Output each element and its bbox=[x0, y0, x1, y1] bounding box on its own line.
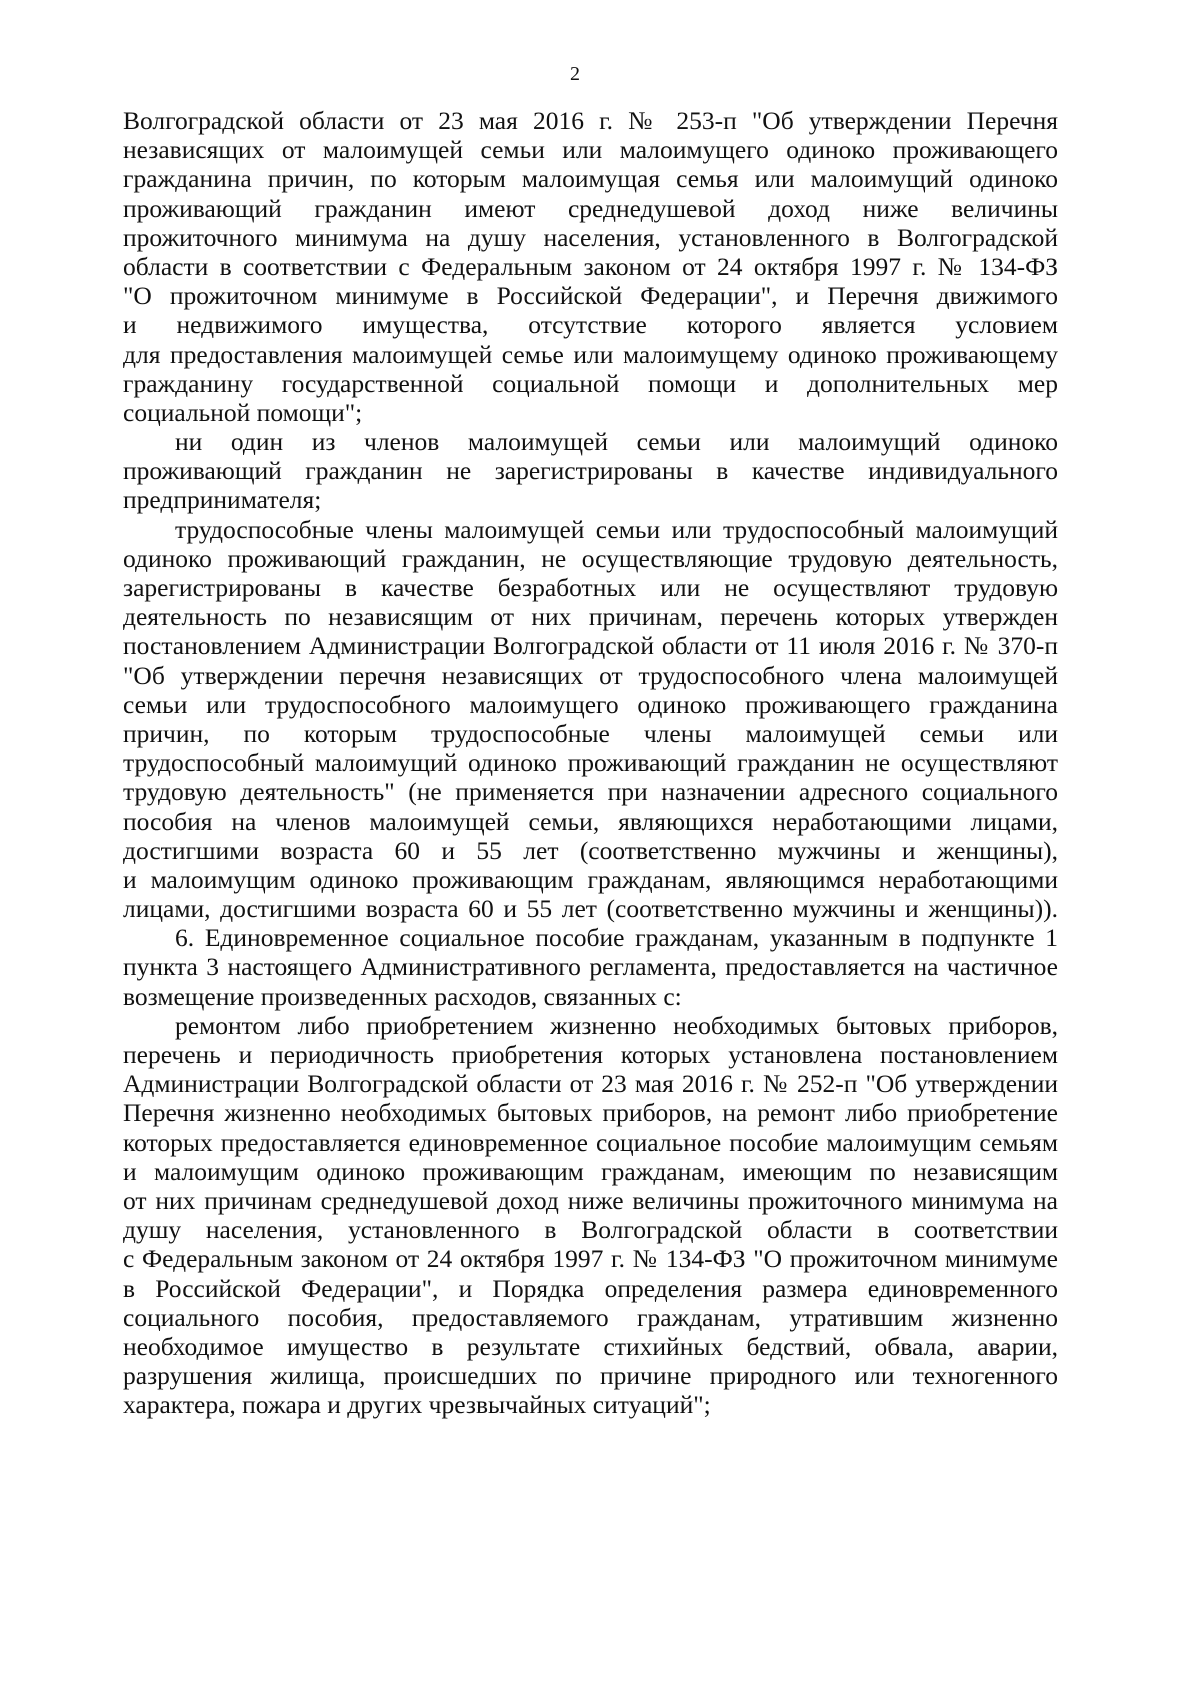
text-line: области в соответствии с Федеральным законом от 24 октября 1997 г. № 134-ФЗ bbox=[123, 251, 1058, 281]
text-line: пункта 3 настоящего Административного регламента, предоставляется на частичное bbox=[123, 952, 1058, 982]
text-line: одиноко проживающий гражданин, не осуществляющие трудовую деятельность, bbox=[123, 543, 1058, 573]
text-line: прожиточного минимума на душу населения, установленного в Волгоградской bbox=[123, 222, 1058, 252]
text-line: необходимое имущество в результате стихийных бедствий, обвала, аварии, bbox=[123, 1331, 1058, 1361]
document-body bbox=[123, 106, 1058, 1419]
text-line: предпринимателя; bbox=[123, 485, 322, 515]
text-line: душу населения, установленного в Волгоградской области в соответствии bbox=[123, 1215, 1058, 1245]
text-line: трудоспособные члены малоимущей семьи или трудоспособный малоимущий bbox=[175, 514, 1058, 544]
text-line: гражданина причин, по которым малоимущая семья или малоимущий одиноко bbox=[123, 164, 1058, 194]
text-line: и недвижимого имущества, отсутствие которого является условием bbox=[123, 310, 1058, 340]
text-line: трудоспособный малоимущий одиноко проживающий гражданин не осуществляют bbox=[123, 748, 1058, 778]
text-line: гражданину государственной социальной помощи и дополнительных мер bbox=[123, 368, 1058, 398]
text-line: ни один из членов малоимущей семьи или малоимущий одиноко bbox=[175, 427, 1058, 457]
text-line: семьи или трудоспособного малоимущего одиноко проживающего гражданина bbox=[123, 689, 1058, 719]
text-line: и малоимущим одиноко проживающим гражданам, имеющим по независящим bbox=[123, 1156, 1058, 1186]
text-line: "О прожиточном минимуме в Российской Федерации", и Перечня движимого bbox=[123, 281, 1058, 311]
text-line: деятельность по независящим от них причинам, перечень которых утвержден bbox=[123, 602, 1058, 632]
text-line: перечень и периодичность приобретения которых установлена постановлением bbox=[123, 1040, 1058, 1069]
text-line: проживающий гражданин не зарегистрированы в качестве индивидуального bbox=[123, 456, 1058, 486]
text-line: лицами, достигшими возраста 60 и 55 лет (соответственно мужчины и женщины)). bbox=[123, 894, 1058, 924]
text-line: причин, по которым трудоспособные члены малоимущей семьи или bbox=[123, 718, 1058, 748]
text-line: которых предоставляется единовременное социальное пособие малоимущим семьям bbox=[123, 1127, 1058, 1157]
text-line: зарегистрированы в качестве безработных или не осуществляют трудовую bbox=[123, 573, 1058, 602]
text-line: характера, пожара и других чрезвычайных ситуаций"; bbox=[123, 1390, 711, 1420]
text-line: постановлением Администрации Волгоградской области от 11 июля 2016 г. № 370-п bbox=[123, 631, 1058, 661]
text-line: пособия на членов малоимущей семьи, являющихся неработающими лицами, bbox=[123, 806, 1058, 836]
text-line: и малоимущим одиноко проживающим гражданам, являющимся неработающими bbox=[123, 864, 1058, 894]
text-line: Перечня жизненно необходимых бытовых приборов, на ремонт либо приобретение bbox=[123, 1098, 1058, 1128]
text-line: трудовую деятельность" (не применяется при назначении адресного социального bbox=[123, 777, 1058, 807]
text-line: социальной помощи"; bbox=[123, 397, 363, 427]
text-line: 6. Единовременное социальное пособие гражданам, указанным в подпункте 1 bbox=[175, 923, 1058, 953]
text-line: "Об утверждении перечня независящих от трудоспособного члена малоимущей bbox=[123, 660, 1058, 690]
page-number: 2 bbox=[570, 63, 580, 85]
text-line: в Российской Федерации", и Порядка определения размера единовременного bbox=[123, 1273, 1058, 1303]
text-line: Администрации Волгоградской области от 23 мая 2016 г. № 252-п "Об утверждении bbox=[123, 1069, 1058, 1099]
text-line: возмещение произведенных расходов, связанных с: bbox=[123, 981, 682, 1011]
text-line: социального пособия, предоставляемого гражданам, утратившим жизненно bbox=[123, 1302, 1058, 1332]
text-line: ремонтом либо приобретением жизненно необходимых бытовых приборов, bbox=[175, 1010, 1058, 1040]
text-line: достигшими возраста 60 и 55 лет (соответственно мужчины и женщины), bbox=[123, 835, 1058, 865]
text-line: разрушения жилища, происшедших по причине природного или техногенного bbox=[123, 1361, 1058, 1391]
text-line: проживающий гражданин имеют среднедушевой доход ниже величины bbox=[123, 193, 1058, 223]
text-line: для предоставления малоимущей семье или малоимущему одиноко проживающему bbox=[123, 339, 1058, 369]
text-line: от них причинам среднедушевой доход ниже величины прожиточного минимума на bbox=[123, 1185, 1058, 1215]
text-line: независящих от малоимущей семьи или малоимущего одиноко проживающего bbox=[123, 135, 1058, 165]
text-line: Волгоградской области от 23 мая 2016 г. № 253-п "Об утверждении Перечня bbox=[123, 106, 1058, 135]
text-line: с Федеральным законом от 24 октября 1997 г. № 134-ФЗ "О прожиточном минимуме bbox=[123, 1244, 1058, 1274]
